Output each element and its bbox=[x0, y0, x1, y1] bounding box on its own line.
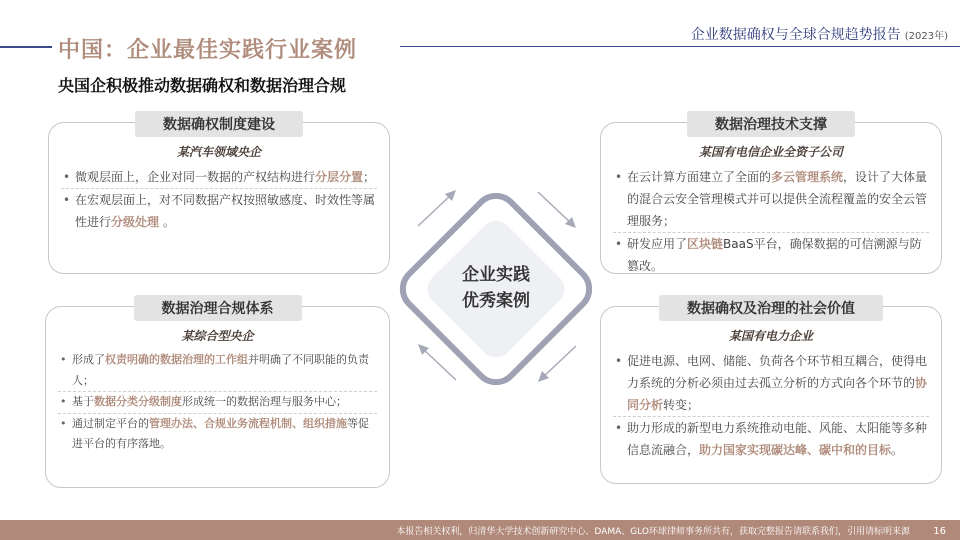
header-rule-left bbox=[0, 46, 52, 48]
list-item bbox=[613, 417, 929, 461]
arrow-up-left-icon bbox=[412, 340, 462, 386]
item-text-end: 。 bbox=[891, 443, 904, 457]
item-text: 基于 bbox=[72, 395, 94, 408]
card-org: 某国有电力企业 bbox=[728, 329, 813, 343]
item-text-end: 转变； bbox=[663, 398, 700, 412]
center-label-line2: 优秀案例 bbox=[462, 291, 530, 311]
card-org: 某国有电信企业全资子公司 bbox=[698, 145, 843, 159]
item-text: 形成了 bbox=[72, 353, 105, 366]
card-list bbox=[61, 166, 377, 233]
list-item bbox=[58, 414, 377, 455]
center-label-line1: 企业实践 bbox=[462, 265, 530, 285]
card-org: 某综合型央企 bbox=[181, 329, 254, 343]
item-text: 助力形成的新型电力系统推动电能、风能、太阳能等多种信息流融合， bbox=[627, 421, 928, 457]
item-text-end: 。 bbox=[159, 215, 175, 229]
card-header: 数据确权及治理的社会价值 bbox=[659, 295, 883, 321]
list-item bbox=[61, 166, 377, 189]
item-highlight: 多云管理系统 bbox=[771, 170, 844, 184]
item-text: 通过制定平台的 bbox=[72, 416, 149, 430]
card-header: 数据治理技术支撑 bbox=[687, 111, 855, 137]
list-item bbox=[613, 350, 929, 417]
item-text-end: 并明确了不同职能的负责人； bbox=[72, 353, 369, 387]
item-highlight: 区块链 bbox=[687, 237, 724, 251]
card-list bbox=[613, 350, 929, 461]
list-item bbox=[613, 166, 929, 233]
card-governance-tech bbox=[600, 117, 942, 274]
card-governance-compliance bbox=[45, 301, 390, 488]
report-title bbox=[691, 24, 948, 44]
item-highlight: 分级处理 bbox=[111, 215, 160, 229]
arrow-down-right-icon bbox=[532, 186, 582, 232]
card-social-value bbox=[600, 301, 942, 484]
item-text-end: 形成统一的数据治理与服务中心； bbox=[182, 395, 347, 408]
list-item bbox=[613, 233, 929, 277]
list-item bbox=[61, 189, 377, 233]
item-text: 促进电源、电网、储能、负荷各个环节相互耦合，使得电力系统的分析必须由过去孤立分析的方式向各个环节的 bbox=[627, 354, 928, 390]
card-data-rights-system bbox=[48, 117, 390, 274]
item-highlight: 权责明确的数据治理的工作组 bbox=[105, 353, 248, 366]
header-rule-right bbox=[400, 46, 960, 47]
item-text: 研发应用了 bbox=[627, 237, 688, 251]
center-label bbox=[436, 262, 556, 314]
report-year: (2023年) bbox=[904, 31, 948, 42]
card-header: 数据治理合规体系 bbox=[134, 295, 302, 321]
item-highlight: 协同分析 bbox=[627, 376, 928, 412]
card-list bbox=[613, 166, 929, 277]
list-item bbox=[58, 350, 377, 392]
item-text-end: ，设计了大体量的混合云安全管理模式并可以提供全流程覆盖的安全云管理服务； bbox=[627, 170, 928, 228]
item-text-end: ； bbox=[363, 170, 376, 184]
report-title-text: 企业数据确权与全球合规趋势报告 bbox=[690, 27, 901, 43]
page-number: 16 bbox=[933, 526, 946, 537]
item-text: 在云计算方面建立了全面的 bbox=[627, 170, 772, 184]
page-subtitle: 央国企积极推动数据确权和数据治理合规 bbox=[58, 76, 347, 95]
footer-copyright: 本报告相关权利，归清华大学技术创新研究中心、DAMA、GLO环球律师事务所共有，获取完整报告请联系我们，引用请标明来源 bbox=[396, 527, 910, 537]
card-header: 数据确权制度建设 bbox=[135, 111, 303, 137]
item-text-end: 等促进平台的有序落地。 bbox=[72, 416, 369, 450]
item-text: 在宏观层面上，对不同数据产权按照敏感度、时效性等属性进行 bbox=[75, 193, 376, 229]
item-highlight: 管理办法、合规业务流程机制、组织措施 bbox=[149, 416, 347, 430]
list-item bbox=[58, 392, 377, 414]
card-org: 某汽车领域央企 bbox=[176, 145, 261, 159]
item-highlight: 数据分类分级制度 bbox=[94, 395, 182, 408]
item-text-end: BaaS平台，确保数据的可信溯源与防篡改。 bbox=[627, 237, 922, 273]
card-list bbox=[58, 350, 377, 455]
item-highlight: 分层分置 bbox=[315, 170, 364, 184]
arrow-up-right-icon bbox=[412, 186, 462, 232]
item-highlight: 助力国家实现碳达峰、碳中和的目标 bbox=[699, 443, 892, 457]
arrow-down-left-icon bbox=[532, 340, 582, 386]
item-text: 微观层面上，企业对同一数据的产权结构进行 bbox=[75, 170, 316, 184]
page-title: 中国：企业最佳实践行业案例 bbox=[58, 38, 358, 63]
